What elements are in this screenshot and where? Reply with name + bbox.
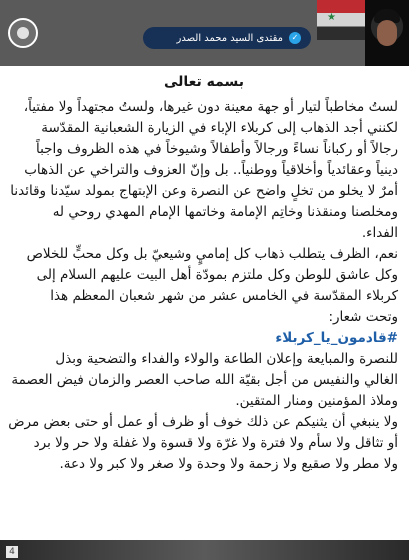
hashtag-link[interactable]: #قادمون_يا_كربلاء [275, 330, 398, 346]
header-bar [0, 0, 409, 66]
footer-bar [0, 540, 409, 560]
text-line: أو تثاقل ولا سأم ولا فترة ولا غرّة ولا قسوة ولا غفلة ولا حر ولا برد [33, 435, 398, 451]
text-line: ولا مطر ولا صقيع ولا زحمة ولا وحدة ولا صغر ولا كبر ولا دعة. [59, 456, 398, 472]
account-name: مقتدى السيد محمد الصدر [176, 32, 283, 44]
statement-body [10, 70, 398, 540]
text-line: لستُ مخاطباً لتيار أو جهة معينة دون غيرها، ولستُ مجتهداً ولا مفتياً، [23, 99, 398, 115]
text-line: ومخلصنا ومنقذنا وخاتِم الإمامة وخاتمها الإمام المهدي روحي له [52, 204, 398, 220]
text-line: الفداء. [361, 225, 398, 241]
text-line: وتحت شعار: [328, 309, 398, 325]
text-line: كربلاء المقدّسة في الخامس عشر من شهر شعبان المعظم هذا [50, 288, 398, 304]
verified-icon: ✓ [289, 32, 301, 44]
text-line: نعم، الظرف يتطلب ذهاب كل إماميٍ وشيعيّ بل وكل محبٍّ للخلاص [26, 246, 398, 262]
text-line: ولا ينبغي أن يثنيكم عن ذلك خوف أو ظرف أو عمل أو حتى بعض مرض [8, 414, 398, 430]
page-mark: 4 [6, 546, 18, 558]
text-line: الغالي والنفيس من أجل بقيّة الله صاحب العصر والزمان فيض العصمة [11, 372, 398, 388]
text-line: وكل عاشق للوطن وكل ملتزم بمودّة أهل البيت عليهم السلام إلى [36, 267, 398, 283]
basmala-heading: بسمه تعالى [163, 74, 245, 90]
text-line: وملاذ المؤمنين ومنار المتقين. [235, 393, 398, 409]
iraq-flag-icon: ★ [317, 0, 365, 40]
avatar-icon [365, 0, 409, 66]
text-line: دينياً وعقائدياً وأخلاقياً ووطنياً.. بل وإنّ العزوف والتراخي عن الذهاب [24, 162, 398, 178]
paragraph-2 [10, 244, 398, 328]
paragraph-4 [10, 412, 398, 475]
logo-icon [8, 18, 38, 48]
text-line: لكنني أجد الذهاب إلى كربلاء الإباء في الزيارة الشعبانية المقدّسة [41, 120, 398, 136]
hashtag-line [10, 328, 398, 349]
text-line: للنصرة والمبايعة وإعلان الطاعة والولاء والفداء والتضحية وبذل [55, 351, 398, 367]
account-name-banner[interactable] [143, 27, 311, 49]
paragraph-1 [10, 97, 398, 244]
text-line: رجالاً أو ركباناً نساءً ورجالاً وأطفالاً وشيوخاً في هذه الظروف واجباً [35, 141, 398, 157]
paragraph-3 [10, 349, 398, 412]
text-line: أمرٌ لا يخلو من تخلٍ واضح عن النصرة وعن الإبتهاج بمولد سيّدنا وقائدنا [10, 183, 398, 199]
